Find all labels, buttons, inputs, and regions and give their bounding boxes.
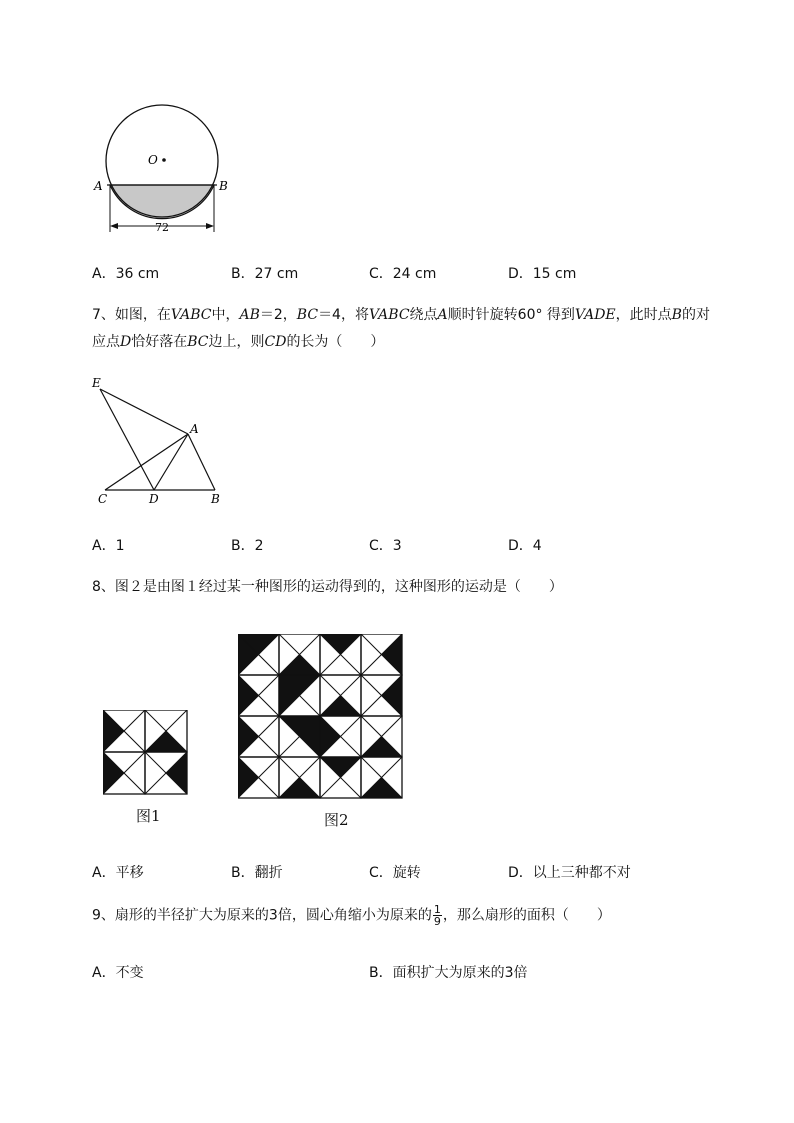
shaded-triangle (279, 778, 320, 799)
q8-figure-1-caption: 图1 (136, 807, 161, 825)
q6-option-b[interactable]: B．27 cm (231, 266, 299, 282)
q9-option-a[interactable]: A．不变 (92, 965, 144, 981)
segment-ab (188, 434, 215, 490)
q9-fraction: $\frac{1}{9}$ (433, 903, 441, 928)
q9-option-b[interactable]: B．面积扩大为原来的3倍 (369, 965, 528, 981)
label-c: C (98, 492, 108, 506)
label-o: O (148, 153, 158, 167)
shaded-triangle (238, 716, 259, 757)
q6-circle-figure (88, 100, 238, 240)
label-b: B (219, 179, 228, 193)
label-width: 72 (155, 221, 169, 234)
label-e: E (92, 376, 101, 390)
shaded-triangle (320, 634, 361, 655)
q8-option-a[interactable]: A．平移 (92, 865, 144, 881)
q8-figure-1 (103, 710, 189, 796)
arrow-left (110, 223, 118, 229)
shaded-triangle (320, 696, 361, 717)
shaded-triangle (103, 710, 124, 752)
shaded-triangle (382, 634, 403, 675)
q6-option-a[interactable]: A．36 cm (92, 266, 160, 282)
shaded-triangle (238, 675, 259, 716)
label-a: A (94, 179, 103, 193)
shaded-triangle (238, 757, 259, 798)
shaded-triangle (279, 655, 320, 676)
q8-option-d[interactable]: D．以上三种都不对 (508, 865, 631, 881)
shaded-triangle (361, 737, 402, 758)
arrow-right (206, 223, 214, 229)
q8-option-c[interactable]: C．旋转 (369, 865, 421, 881)
shaded-triangle (382, 675, 403, 716)
q8-figure-2 (238, 634, 404, 802)
q7-option-a[interactable]: A．1 (92, 538, 125, 554)
q6-option-d[interactable]: D．15 cm (508, 266, 577, 282)
shaded-triangle (103, 752, 124, 794)
segment-ad (154, 434, 188, 490)
q8-question: 8、图２是由图１经过某一种图形的运动得到的，这种图形的运动是（ ） (92, 579, 563, 595)
q7-option-c[interactable]: C．3 (369, 538, 402, 554)
shaded-segment (110, 185, 214, 219)
q9-question: 9、扇形的半径扩大为原来的3倍，圆心角缩小为原来的 $\frac{1}{9}$ ，那么扇形的面积（ ） (92, 903, 611, 928)
q8-figure-2-caption: 图2 (324, 811, 349, 829)
label-b: B (211, 492, 220, 506)
shaded-triangle (361, 778, 402, 799)
label-d: D (149, 492, 159, 506)
q8-option-b[interactable]: B．翻折 (231, 865, 283, 881)
center-dot (162, 158, 166, 162)
q7-question-line1: 7、如图，在VABC中，AB＝2，BC＝4，将VABC绕点A顺时针旋转60° 得到VADE，此时点B的对 (92, 307, 710, 323)
label-a: A (190, 422, 199, 436)
shaded-triangle (166, 752, 187, 794)
shaded-triangle (145, 731, 187, 752)
q7-triangle-figure (88, 372, 238, 512)
segment-ea (100, 389, 188, 434)
shaded-triangle (320, 716, 341, 757)
q7-option-d[interactable]: D．4 (508, 538, 542, 554)
segment-ac (105, 434, 188, 490)
q6-option-c[interactable]: C．24 cm (369, 266, 437, 282)
q7-question-line2: 应点D恰好落在BC边上，则CD的长为（ ） (92, 334, 385, 350)
q7-option-b[interactable]: B．2 (231, 538, 264, 554)
shaded-triangle (320, 757, 361, 778)
